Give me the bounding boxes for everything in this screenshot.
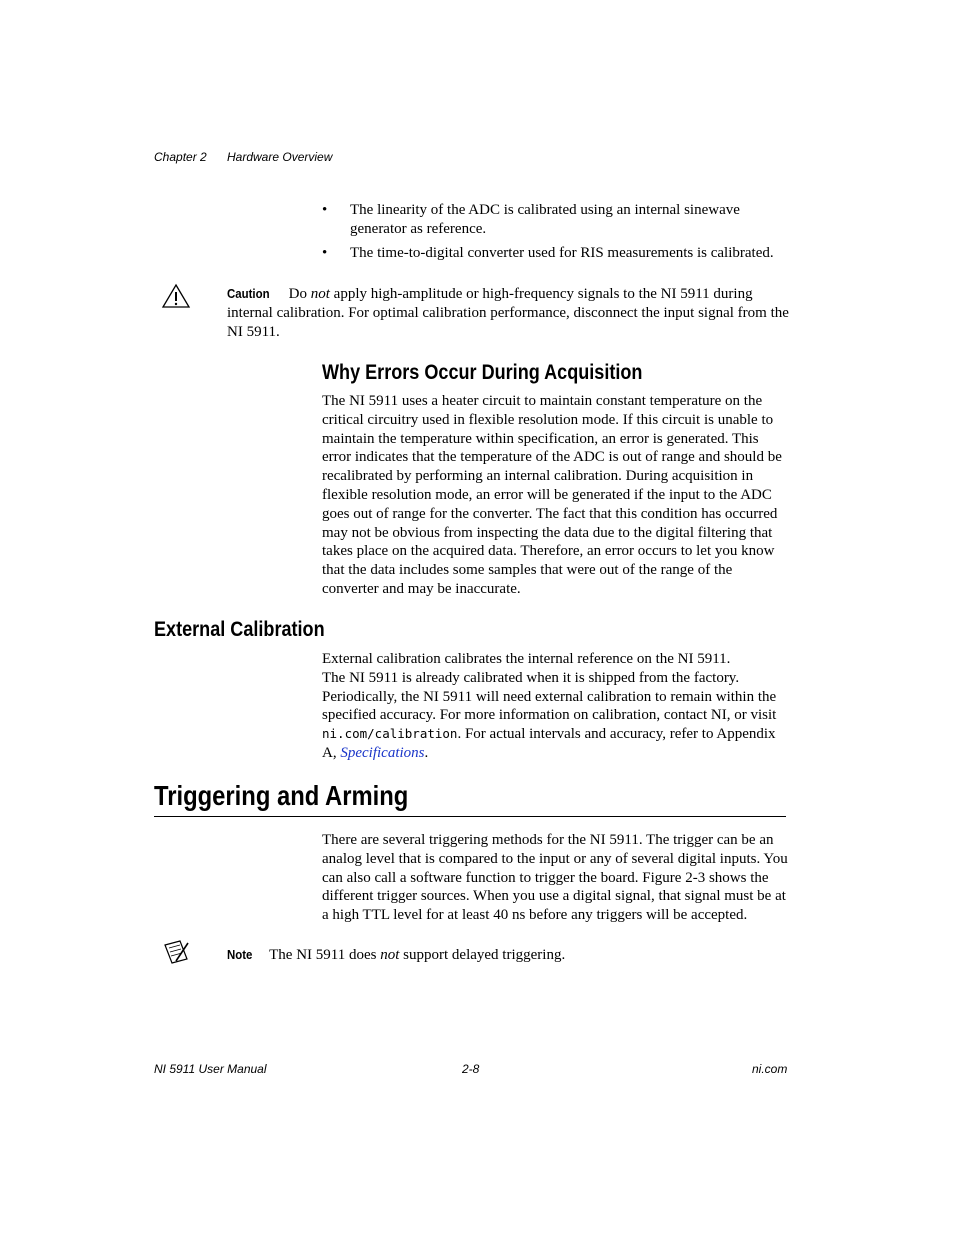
caution-triangle-icon — [161, 283, 191, 314]
bullet-item-2: The time-to-digital converter used for RIS measurements is calibrated. — [350, 245, 774, 261]
calibration-url: ni.com/calibration — [322, 726, 458, 742]
section-body-external — [322, 650, 788, 763]
external-body: The NI 5911 is already calibrated when it is shipped from the factory. Periodically, the NI 5911 will need external calibration to remain within the specified accuracy. For more information on calibration, contact NI, or visit — [322, 669, 777, 724]
chapter-section-heading: Triggering and Arming — [154, 780, 409, 811]
external-line1: External calibration calibrates the internal reference on the NI 5911. — [322, 651, 731, 667]
note-pre: The NI 5911 does — [269, 947, 381, 963]
note-label: Note — [227, 947, 253, 962]
section-heading-errors: Why Errors Occur During Acquisition — [322, 361, 643, 384]
bullet-marker: • — [322, 202, 328, 218]
section-body-triggering: There are several triggering methods for the NI 5911. The trigger can be an analog level that is compared to the input or any of several digital inputs. You can also call a software function to trigger the board. Figure 2-3 shows the different trigger sources. When you use a digital signal, that signal must be at a high TTL level for at least 40 ns before any triggers will be accepted. — [322, 832, 788, 924]
note-pad-icon — [162, 939, 190, 970]
footer-site[interactable]: ni.com — [752, 1062, 788, 1076]
caution-post: apply high-amplitude or high-frequency signals to the NI 5911 during internal calibration. For optimal calibration performance, disconnect the input signal from the NI 5911. — [227, 286, 789, 340]
bullet-marker: • — [322, 245, 328, 261]
specifications-link[interactable]: Specifications — [340, 744, 425, 761]
note-block — [227, 946, 787, 965]
external-end: . — [424, 744, 429, 761]
section-body-errors: The NI 5911 uses a heater circuit to maintain constant temperature on the critical circuitry used in flexible resolution mode. If this circuit is unable to maintain the temperature within specification, an error is generated. This error indicates that the temperature of the ADC is out of range and should be recalibrated by performing an internal calibration. During acquisition in flexible resolution mode, an error will be generated if the input to the ADC goes out of range for the converter. The fact that this condition has occurred may not be obvious from inspecting the data due to the digital filtering that takes place on the acquired data. Therefore, an error occurs to let you know that the data includes some samples that were out of the range of the converter and may be inaccurate. — [322, 393, 782, 597]
caution-label: Caution — [227, 286, 270, 301]
header-section: Hardware Overview — [227, 150, 333, 164]
header-chapter: Chapter 2 — [154, 150, 207, 164]
section-heading-external: External Calibration — [154, 618, 325, 641]
caution-emph: not — [310, 286, 330, 302]
footer-page-number: 2-8 — [462, 1062, 480, 1076]
bullet-item-1: The linearity of the ADC is calibrated using an internal sinewave generator as reference. — [350, 202, 740, 237]
heading-rule — [154, 816, 786, 817]
external-after-url: . For actual intervals and accuracy, refer to Appendix A, — [322, 726, 776, 761]
footer-manual: NI 5911 User Manual — [154, 1062, 267, 1076]
caution-block — [227, 285, 789, 341]
caution-pre: Do — [288, 286, 311, 302]
note-emph: not — [380, 947, 400, 963]
note-post: support delayed triggering. — [399, 947, 566, 963]
